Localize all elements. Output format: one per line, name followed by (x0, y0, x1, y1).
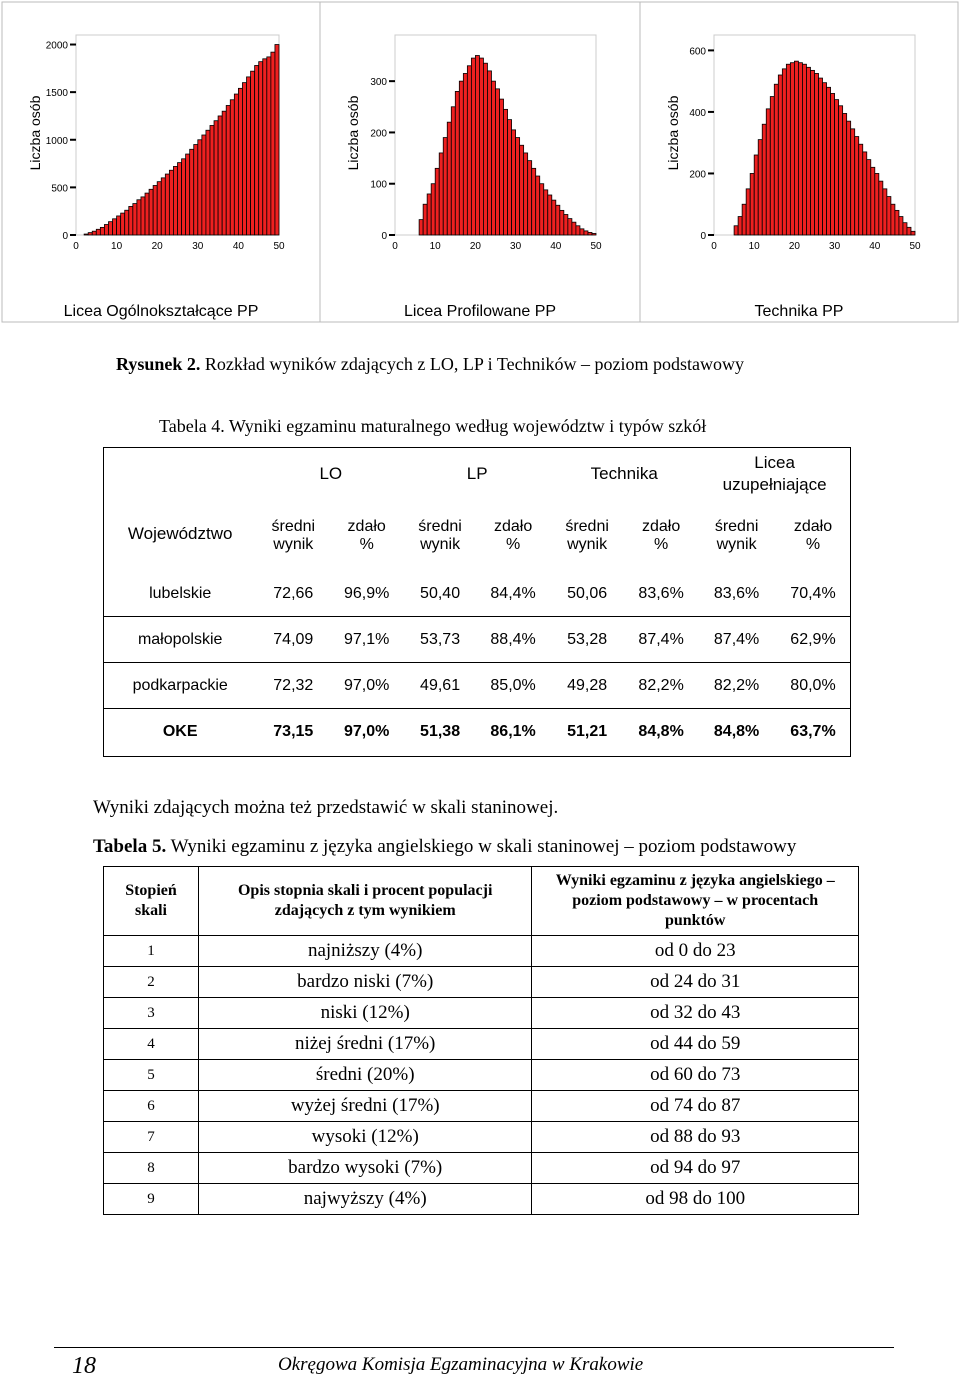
histogram-bar (891, 204, 895, 235)
table4-cell: 97,0% (329, 663, 404, 709)
x-tick-label: 30 (510, 241, 522, 252)
histogram-bar (516, 138, 520, 235)
histogram-bar (161, 178, 165, 235)
histogram-bar (798, 63, 802, 235)
chart-title: Licea Profilowane PP (403, 303, 557, 320)
histogram-bar (263, 59, 267, 235)
histogram-bar (903, 223, 907, 235)
histogram-bar (431, 184, 435, 235)
y-tick-label: 100 (370, 179, 387, 191)
histogram-bar (88, 233, 92, 235)
table5-cell: 1 (104, 936, 199, 967)
histogram-bar (512, 130, 516, 235)
table5-cell: 5 (104, 1060, 199, 1091)
histogram-bar (540, 184, 544, 235)
histogram-bar (907, 227, 911, 235)
page-number: 18 (72, 1353, 96, 1379)
y-tick-label: 400 (689, 107, 706, 119)
table-row (104, 1153, 859, 1184)
histogram-bar (766, 109, 770, 235)
x-tick-label: 30 (829, 241, 841, 252)
figure-caption-text: Rozkład wyników zdających z LO, LP i Techników – poziom podstawowy (200, 354, 745, 374)
histogram-bar (113, 219, 117, 235)
x-tick-label: 40 (550, 241, 562, 252)
histogram-bar (491, 81, 495, 235)
histogram-bar (100, 227, 104, 235)
table4-group-header: LP (466, 464, 488, 483)
table4-cell: 87,4% (698, 617, 775, 663)
x-tick-label: 40 (232, 241, 244, 252)
histogram-bar (504, 109, 508, 235)
y-tick-label: 200 (689, 169, 706, 181)
y-tick-label: 2000 (45, 40, 68, 52)
histogram-bar (742, 204, 746, 235)
histogram-bar (831, 93, 835, 235)
histogram-bar (419, 220, 423, 235)
y-tick-label: 0 (381, 231, 387, 242)
table4-cell: 84,8% (698, 709, 775, 755)
y-tick-label: 200 (370, 128, 387, 140)
y-axis-label: Liczba osób (27, 95, 43, 171)
footer-divider (54, 1347, 894, 1348)
histogram-bar (230, 100, 234, 235)
table4-group-header-row (103, 447, 851, 501)
footer-text: Okręgowa Komisja Egzaminacyjna w Krakowie (278, 1354, 644, 1375)
histogram-bar (210, 125, 214, 235)
x-tick-label: 0 (73, 241, 79, 252)
x-tick-label: 20 (151, 241, 163, 252)
histogram-bar (576, 226, 580, 235)
histogram-panel (320, 2, 640, 322)
histogram-bar (794, 61, 798, 235)
histogram-bar (84, 234, 88, 235)
table5-cell: 3 (104, 998, 199, 1029)
histogram-bar (867, 160, 871, 235)
histogram-bar (173, 166, 177, 235)
x-tick-label: 40 (869, 241, 881, 252)
histogram-bar (859, 144, 863, 235)
histogram-bar (819, 78, 823, 235)
histogram-bar (899, 217, 903, 235)
histogram-bar (911, 231, 915, 235)
table5-cell: 7 (104, 1122, 199, 1153)
histogram-bar (435, 168, 439, 235)
histogram-bar (108, 222, 112, 235)
histogram-bar (479, 58, 483, 235)
table4-subheader: zdało % (793, 518, 833, 553)
histogram-bar (178, 163, 182, 235)
table5-label: Tabela 5. (93, 836, 167, 857)
table4-cell: 97,1% (329, 617, 404, 663)
histogram-bar (496, 89, 500, 235)
histogram-bar (455, 91, 459, 235)
table-row (104, 1091, 859, 1122)
histogram-bar (548, 195, 552, 235)
table4-cell: 72,66 (273, 584, 314, 602)
histogram-bar (734, 226, 738, 235)
histogram-bar (770, 97, 774, 235)
table4-cell: 85,0% (476, 663, 550, 709)
table4-cell: 51,21 (550, 709, 624, 755)
histogram-bar (471, 58, 475, 235)
histogram-panel (640, 2, 958, 322)
table4-cell: 49,61 (404, 663, 476, 709)
histogram-bar (524, 153, 528, 235)
histogram-bar (835, 100, 839, 235)
table5-cell: 8 (104, 1153, 199, 1184)
table-row (104, 967, 859, 998)
histogram-bar (259, 62, 263, 235)
table4-group-header: LO (319, 464, 343, 483)
histogram-bar (544, 190, 548, 235)
y-tick-label: 1000 (45, 135, 68, 147)
table5-caption (93, 836, 796, 858)
table4-subheader: zdało % (493, 518, 533, 553)
x-tick-label: 10 (748, 241, 760, 252)
histogram-bar (815, 73, 819, 235)
histogram-bar (129, 206, 133, 235)
histogram-bar (520, 145, 524, 235)
table5 (103, 866, 859, 1215)
table4-subheader: średni wynik (271, 518, 316, 553)
histogram-bar (875, 173, 879, 235)
histogram-bar (186, 154, 190, 235)
histogram-bar (487, 71, 491, 235)
table4-cell: 83,6% (638, 584, 684, 602)
histogram-bar (133, 204, 137, 235)
histogram-bar (125, 210, 129, 235)
table4-region: podkarpackie (103, 663, 257, 709)
histogram-bar (182, 159, 186, 235)
table4-cell: 50,40 (420, 584, 461, 602)
table5-header: Opis stopnia skali i procent populacji zdających z tym wynikiem (198, 867, 531, 936)
table4-cell: 62,9% (775, 617, 851, 663)
histogram-bar (500, 99, 504, 235)
x-tick-label: 50 (590, 241, 602, 252)
histogram-bar (271, 52, 275, 235)
histogram-bar (467, 66, 471, 235)
histogram-bar (536, 176, 540, 235)
histogram-bar (871, 167, 875, 235)
histogram-bar (879, 181, 883, 235)
histogram-bar (863, 152, 867, 235)
table4-cell: 50,06 (567, 584, 608, 602)
histogram-bar (786, 64, 790, 235)
x-tick-label: 10 (111, 241, 123, 252)
histogram-bar (145, 193, 149, 235)
table4-cell: 72,32 (257, 663, 329, 709)
histogram-bar (552, 200, 556, 235)
histogram-bar (774, 84, 778, 235)
chart-title: Technika PP (754, 303, 844, 320)
histogram-bar (810, 70, 814, 235)
y-tick-label: 300 (370, 77, 387, 89)
histogram-bar (238, 88, 242, 235)
table5-cell: od 0 do 23 (532, 936, 859, 967)
table4-region: OKE (103, 709, 257, 755)
table-row (104, 1029, 859, 1060)
histogram-bar (423, 204, 427, 235)
table5-cell: niski (12%) (198, 998, 531, 1029)
table4 (103, 447, 851, 754)
table4-cell: 63,7% (775, 709, 851, 755)
histogram-bar (887, 197, 891, 235)
histogram-bar (592, 233, 596, 235)
table5-cell: niżej średni (17%) (198, 1029, 531, 1060)
histogram-bar (823, 83, 827, 235)
histogram-bar (247, 77, 251, 235)
x-tick-label: 10 (429, 241, 441, 252)
table4-cell: 88,4% (476, 617, 550, 663)
histogram-bar (475, 56, 479, 235)
table4-cell: 82,2% (698, 663, 775, 709)
histogram-bar (568, 219, 572, 235)
histogram-bar (194, 145, 198, 235)
histogram-bar (96, 229, 100, 235)
histogram-bar (202, 135, 206, 235)
table5-cell: od 44 do 59 (532, 1029, 859, 1060)
table5-cell: bardzo niski (7%) (198, 967, 531, 998)
table5-cell: najniższy (4%) (198, 936, 531, 967)
y-tick-label: 0 (700, 231, 706, 242)
x-tick-label: 0 (392, 241, 398, 252)
histogram-bar (234, 94, 238, 235)
figure-caption-label: Rysunek 2. (116, 354, 201, 374)
histogram-figure (0, 0, 960, 330)
histogram-bar (463, 73, 467, 235)
histogram-bar (762, 124, 766, 235)
histogram-bar (572, 222, 576, 235)
histogram-bar (855, 137, 859, 235)
table5-title: Wyniki egzaminu z języka angielskiego w skali staninowej – poziom podstawowy (166, 836, 797, 857)
table5-cell: 6 (104, 1091, 199, 1122)
histogram-bar (165, 174, 169, 235)
table5-cell: od 32 do 43 (532, 998, 859, 1029)
histogram-bar (141, 197, 145, 235)
histogram-bar (149, 189, 153, 235)
histogram-bar (556, 205, 560, 235)
table4-subheader: średni wynik (714, 518, 759, 553)
histogram-bar (157, 182, 161, 235)
x-tick-label: 20 (469, 241, 481, 252)
histogram-bar (451, 107, 455, 235)
histogram-bar (443, 138, 447, 235)
histogram-bar (267, 57, 271, 235)
table5-cell: od 88 do 93 (532, 1122, 859, 1153)
table4-title: Wyniki egzaminu maturalnego według województw i typów szkół (224, 416, 707, 436)
histogram-bar (746, 189, 750, 235)
table5-cell: wyżej średni (17%) (198, 1091, 531, 1122)
table-row (104, 1122, 859, 1153)
histogram-bar (584, 231, 588, 235)
histogram-bar (883, 189, 887, 235)
table4-cell: 73,15 (257, 709, 329, 755)
x-tick-label: 20 (788, 241, 800, 252)
histogram-bar (738, 217, 742, 235)
histogram-bar (104, 225, 108, 235)
y-tick-label: 600 (689, 46, 706, 58)
table5-cell: od 98 do 100 (532, 1184, 859, 1215)
table5-cell: najwyższy (4%) (198, 1184, 531, 1215)
histogram-bar (439, 153, 443, 235)
histogram-bar (588, 232, 592, 235)
histogram-bar (427, 194, 431, 235)
table5-header-row (104, 867, 859, 936)
histogram-bar (226, 105, 230, 235)
table4-group-header: Licea uzupełniające (722, 453, 827, 494)
table-row (104, 1184, 859, 1215)
table4-row-header: Województwo (127, 524, 233, 543)
histogram-bar (169, 170, 173, 235)
table4-caption (159, 416, 706, 437)
histogram-bar (508, 120, 512, 235)
table4-cell: 74,09 (257, 617, 329, 663)
histogram-bar (121, 213, 125, 235)
x-tick-label: 0 (711, 241, 717, 252)
table5-cell: 2 (104, 967, 199, 998)
histogram-bar (459, 81, 463, 235)
y-tick-label: 500 (51, 183, 68, 195)
histogram-bar (242, 83, 246, 235)
histogram-bar (198, 140, 202, 235)
table5-header: Stopień skali (104, 867, 199, 936)
histogram-bar (843, 113, 847, 235)
histogram-bar (222, 111, 226, 235)
table4-label: Tabela 4. (159, 416, 225, 436)
x-tick-label: 30 (192, 241, 204, 252)
histogram-bar (839, 106, 843, 235)
table4-cell: 83,6% (713, 584, 760, 602)
table4-region: małopolskie (103, 617, 257, 663)
histogram-bar (564, 214, 568, 235)
histogram-bar (758, 140, 762, 235)
x-tick-label: 50 (909, 241, 921, 252)
table4-cell: 97,0% (329, 709, 404, 755)
table4-cell: 86,1% (476, 709, 550, 755)
table5-cell: od 60 do 73 (532, 1060, 859, 1091)
histogram-bar (750, 173, 754, 235)
table4-cell: 51,38 (404, 709, 476, 755)
histogram-bar (275, 45, 279, 235)
table4-cell: 84,8% (624, 709, 698, 755)
histogram-bar (895, 210, 899, 235)
y-tick-label: 1500 (45, 88, 68, 100)
table4-subheader: zdało % (347, 518, 386, 553)
histogram-bar (117, 216, 121, 235)
histogram-bar (782, 69, 786, 235)
histogram-bar (532, 168, 536, 235)
histogram-bar (251, 71, 255, 235)
table-row (104, 936, 859, 967)
x-tick-label: 50 (273, 241, 285, 252)
histogram-bar (790, 63, 794, 235)
table-row (103, 663, 851, 709)
histogram-bar (754, 155, 758, 235)
table5-cell: bardzo wysoki (7%) (198, 1153, 531, 1184)
histogram-bar (847, 121, 851, 235)
table4-cell: 53,28 (550, 617, 624, 663)
table-row (104, 998, 859, 1029)
table5-cell: 9 (104, 1184, 199, 1215)
y-axis-label: Liczba osób (665, 95, 681, 171)
paragraph: Wyniki zdających można też przedstawić w skali staninowej. (93, 797, 559, 818)
table-row (104, 1060, 859, 1091)
table4-cell: 87,4% (624, 617, 698, 663)
histogram-bar (255, 65, 259, 235)
table-row (103, 571, 851, 617)
table4-cell: 70,4% (790, 584, 836, 602)
histogram-bar (214, 121, 218, 235)
histogram-bar (560, 210, 564, 235)
histogram-bar (218, 116, 222, 235)
table-row (103, 617, 851, 663)
table5-cell: od 74 do 87 (532, 1091, 859, 1122)
histogram-bar (528, 161, 532, 235)
histogram-bar (806, 67, 810, 235)
histogram-bar (851, 129, 855, 235)
y-axis-label: Liczba osób (345, 95, 361, 171)
histogram-bar (483, 63, 487, 235)
table4-region: lubelskie (149, 584, 212, 602)
chart-title: Licea Ogólnokształcące PP (63, 303, 259, 320)
table5-cell: 4 (104, 1029, 199, 1060)
table4-cell: 80,0% (775, 663, 851, 709)
figure-caption (116, 354, 744, 375)
table4-cell: 53,73 (404, 617, 476, 663)
histogram-bar (190, 149, 194, 235)
y-tick-label: 0 (62, 231, 68, 242)
table4-cell: 84,4% (490, 584, 536, 602)
histogram-bar (153, 185, 157, 235)
table4-cell: 96,9% (343, 584, 390, 602)
table4-subheader: zdało % (641, 518, 681, 553)
table5-header: Wyniki egzaminu z języka angielskiego – poziom podstawowy – w procentach punktów (532, 867, 859, 936)
table4-subheader: średni wynik (418, 518, 462, 553)
histogram-bar (92, 231, 96, 235)
histogram-panel (2, 2, 320, 322)
table4-group-header: Technika (590, 464, 658, 483)
histogram-bar (137, 200, 141, 235)
histogram-bar (827, 87, 831, 235)
table4-cell: 49,28 (550, 663, 624, 709)
table-row (103, 709, 851, 755)
histogram-bar (778, 75, 782, 235)
histogram-bar (802, 64, 806, 235)
table5-cell: wysoki (12%) (198, 1122, 531, 1153)
table5-cell: średni (20%) (198, 1060, 531, 1091)
table4-cell: 82,2% (624, 663, 698, 709)
table5-cell: od 24 do 31 (532, 967, 859, 998)
table4-subheader: średni wynik (565, 518, 609, 553)
histogram-bar (447, 122, 451, 235)
table5-cell: od 94 do 97 (532, 1153, 859, 1184)
histogram-bar (206, 130, 210, 235)
histogram-bar (580, 229, 584, 235)
